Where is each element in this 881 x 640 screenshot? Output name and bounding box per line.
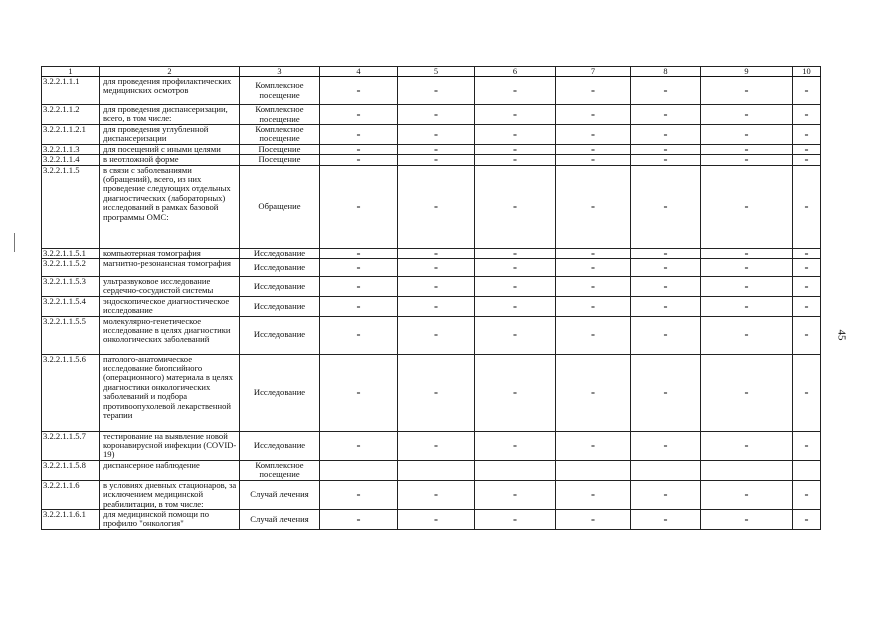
row-code: 3.2.2.1.1.6.1	[42, 509, 100, 529]
table-row	[42, 155, 821, 165]
value-cell: –	[793, 105, 821, 125]
row-unit: Случай лечения	[240, 480, 320, 509]
column-number: 9	[701, 67, 793, 77]
value-cell: –	[631, 354, 701, 431]
value-cell: –	[631, 316, 701, 354]
value-cell: –	[398, 144, 475, 154]
value-cell: –	[793, 277, 821, 297]
table-row	[42, 248, 821, 258]
table-row	[42, 165, 821, 248]
value-cell: –	[793, 144, 821, 154]
row-unit: Исследование	[240, 431, 320, 460]
row-unit: Исследование	[240, 354, 320, 431]
data-table	[41, 66, 821, 530]
value-cell: –	[793, 316, 821, 354]
column-number: 2	[100, 67, 240, 77]
value-cell: –	[631, 277, 701, 297]
row-unit: Исследование	[240, 259, 320, 277]
value-cell: –	[631, 431, 701, 460]
scan-artifact-line	[14, 233, 15, 252]
row-name: для проведения диспансеризации, всего, в том числе:	[100, 105, 240, 125]
table-row	[42, 354, 821, 431]
row-unit: Комплексное посещение	[240, 105, 320, 125]
value-cell: –	[556, 316, 631, 354]
value-cell: –	[793, 77, 821, 105]
value-cell: –	[320, 316, 398, 354]
table-row	[42, 296, 821, 316]
value-cell: –	[631, 125, 701, 145]
row-unit: Исследование	[240, 316, 320, 354]
value-cell: –	[701, 354, 793, 431]
value-cell: –	[631, 105, 701, 125]
row-name: в неотложной форме	[100, 155, 240, 165]
value-cell: –	[556, 144, 631, 154]
value-cell: –	[631, 509, 701, 529]
table-row	[42, 277, 821, 297]
row-name: магнитно-резонансная томография	[100, 259, 240, 277]
row-name: диспансерное наблюдение	[100, 460, 240, 480]
value-cell: –	[556, 155, 631, 165]
value-cell: –	[701, 296, 793, 316]
row-unit: Посещение	[240, 144, 320, 154]
value-cell: –	[320, 155, 398, 165]
table-row	[42, 509, 821, 529]
table-row	[42, 259, 821, 277]
value-cell: –	[701, 277, 793, 297]
value-cell: –	[475, 77, 556, 105]
value-cell: –	[556, 509, 631, 529]
value-cell: –	[701, 155, 793, 165]
column-number: 5	[398, 67, 475, 77]
row-code: 3.2.2.1.1.5.6	[42, 354, 100, 431]
value-cell: –	[701, 248, 793, 258]
value-cell: –	[320, 125, 398, 145]
value-cell	[793, 460, 821, 480]
table-row	[42, 77, 821, 105]
value-cell: –	[556, 165, 631, 248]
value-cell: –	[475, 105, 556, 125]
value-cell: –	[701, 509, 793, 529]
value-cell: –	[556, 77, 631, 105]
row-name: ультразвуковое исследование сердечно-сосудистой системы	[100, 277, 240, 297]
table-row	[42, 316, 821, 354]
value-cell: –	[631, 259, 701, 277]
value-cell: –	[475, 144, 556, 154]
value-cell: –	[398, 105, 475, 125]
table-row	[42, 144, 821, 154]
value-cell: –	[398, 248, 475, 258]
row-unit: Обращение	[240, 165, 320, 248]
value-cell: –	[475, 480, 556, 509]
row-code: 3.2.2.1.1.5.3	[42, 277, 100, 297]
row-code: 3.2.2.1.1.4	[42, 155, 100, 165]
row-unit: Случай лечения	[240, 509, 320, 529]
value-cell: –	[320, 354, 398, 431]
value-cell: –	[793, 125, 821, 145]
row-unit: Комплексное посещение	[240, 77, 320, 105]
row-name: для посещений с иными целями	[100, 144, 240, 154]
value-cell: –	[475, 296, 556, 316]
value-cell: –	[556, 277, 631, 297]
value-cell: –	[556, 259, 631, 277]
column-number: 1	[42, 67, 100, 77]
value-cell: –	[556, 125, 631, 145]
value-cell: –	[701, 105, 793, 125]
row-unit: Комплексное посещение	[240, 460, 320, 480]
value-cell: –	[631, 248, 701, 258]
value-cell: –	[701, 431, 793, 460]
value-cell: –	[556, 296, 631, 316]
value-cell: –	[631, 296, 701, 316]
value-cell: –	[475, 259, 556, 277]
row-code: 3.2.2.1.1.5	[42, 165, 100, 248]
table-row	[42, 480, 821, 509]
value-cell: –	[475, 431, 556, 460]
value-cell: –	[320, 165, 398, 248]
row-unit: Посещение	[240, 155, 320, 165]
value-cell: –	[556, 105, 631, 125]
value-cell: –	[398, 296, 475, 316]
value-cell: –	[631, 144, 701, 154]
row-code: 3.2.2.1.1.5.1	[42, 248, 100, 258]
row-code: 3.2.2.1.1.5.8	[42, 460, 100, 480]
value-cell: –	[320, 248, 398, 258]
value-cell: –	[398, 277, 475, 297]
value-cell	[475, 460, 556, 480]
value-cell: –	[556, 431, 631, 460]
value-cell: –	[793, 480, 821, 509]
value-cell: –	[793, 248, 821, 258]
value-cell: –	[398, 431, 475, 460]
value-cell: –	[320, 509, 398, 529]
value-cell: –	[475, 277, 556, 297]
row-unit: Исследование	[240, 248, 320, 258]
row-code: 3.2.2.1.1.2.1	[42, 125, 100, 145]
table-row	[42, 125, 821, 145]
column-number: 3	[240, 67, 320, 77]
value-cell: –	[701, 480, 793, 509]
value-cell: –	[398, 354, 475, 431]
row-unit: Исследование	[240, 296, 320, 316]
value-cell	[631, 460, 701, 480]
value-cell: –	[631, 77, 701, 105]
value-cell: –	[701, 144, 793, 154]
value-cell: –	[701, 259, 793, 277]
value-cell: –	[793, 354, 821, 431]
row-code: 3.2.2.1.1.3	[42, 144, 100, 154]
value-cell: –	[475, 125, 556, 145]
value-cell: –	[793, 155, 821, 165]
value-cell: –	[320, 77, 398, 105]
value-cell: –	[631, 165, 701, 248]
row-unit: Комплексное посещение	[240, 125, 320, 145]
value-cell: –	[701, 316, 793, 354]
value-cell: –	[556, 354, 631, 431]
row-code: 3.2.2.1.1.5.7	[42, 431, 100, 460]
value-cell: –	[793, 296, 821, 316]
value-cell	[556, 460, 631, 480]
value-cell: –	[631, 480, 701, 509]
row-name: эндоскопическое диагностическое исследование	[100, 296, 240, 316]
row-code: 3.2.2.1.1.6	[42, 480, 100, 509]
row-code: 3.2.2.1.1.5.5	[42, 316, 100, 354]
value-cell: –	[475, 165, 556, 248]
value-cell: –	[475, 316, 556, 354]
value-cell: –	[475, 155, 556, 165]
value-cell: –	[701, 125, 793, 145]
value-cell: –	[793, 165, 821, 248]
value-cell: –	[398, 155, 475, 165]
value-cell: –	[475, 248, 556, 258]
column-number: 7	[556, 67, 631, 77]
table-row	[42, 431, 821, 460]
value-cell	[320, 460, 398, 480]
value-cell: –	[320, 277, 398, 297]
row-code: 3.2.2.1.1.1	[42, 77, 100, 105]
value-cell: –	[701, 77, 793, 105]
row-name: компьютерная томография	[100, 248, 240, 258]
column-number: 8	[631, 67, 701, 77]
value-cell: –	[793, 509, 821, 529]
value-cell: –	[475, 354, 556, 431]
value-cell	[701, 460, 793, 480]
row-code: 3.2.2.1.1.5.4	[42, 296, 100, 316]
value-cell: –	[320, 105, 398, 125]
row-name: молекулярно-генетическое исследование в целях диагностики онкологических заболеваний	[100, 316, 240, 354]
value-cell: –	[793, 431, 821, 460]
value-cell: –	[320, 144, 398, 154]
value-cell: –	[398, 259, 475, 277]
row-name: для проведения углубленной диспансеризации	[100, 125, 240, 145]
value-cell: –	[793, 259, 821, 277]
value-cell: –	[320, 431, 398, 460]
value-cell: –	[398, 125, 475, 145]
row-name: в связи с заболеваниями (обращений), всего, из них проведение следующих отдельных диагностических (лабораторных) исследований в рамках базовой программы ОМС:	[100, 165, 240, 248]
table-row	[42, 105, 821, 125]
value-cell: –	[320, 480, 398, 509]
column-number-row	[42, 67, 821, 77]
row-name: для медицинской помощи по профилю "онкология"	[100, 509, 240, 529]
column-number: 4	[320, 67, 398, 77]
row-name: для проведения профилактических медицинских осмотров	[100, 77, 240, 105]
column-number: 10	[793, 67, 821, 77]
row-unit: Исследование	[240, 277, 320, 297]
row-name: в условиях дневных стационаров, за исключением медицинской реабилитации, в том числе:	[100, 480, 240, 509]
value-cell: –	[631, 155, 701, 165]
value-cell: –	[556, 248, 631, 258]
value-cell: –	[320, 259, 398, 277]
value-cell: –	[398, 509, 475, 529]
value-cell: –	[398, 316, 475, 354]
row-name: тестирование на выявление новой коронавирусной инфекции (COVID-19)	[100, 431, 240, 460]
value-cell	[398, 460, 475, 480]
value-cell: –	[398, 165, 475, 248]
page-number: 45	[835, 329, 848, 341]
row-code: 3.2.2.1.1.5.2	[42, 259, 100, 277]
table-row	[42, 460, 821, 480]
value-cell: –	[320, 296, 398, 316]
value-cell: –	[398, 77, 475, 105]
value-cell: –	[475, 509, 556, 529]
row-name: патолого-анатомическое исследование биопсийного (операционного) материала в целях диагностики онкологических заболеваний и подбора противоопухолевой лекарственной терапии	[100, 354, 240, 431]
value-cell: –	[701, 165, 793, 248]
value-cell: –	[556, 480, 631, 509]
value-cell: –	[398, 480, 475, 509]
column-number: 6	[475, 67, 556, 77]
row-code: 3.2.2.1.1.2	[42, 105, 100, 125]
